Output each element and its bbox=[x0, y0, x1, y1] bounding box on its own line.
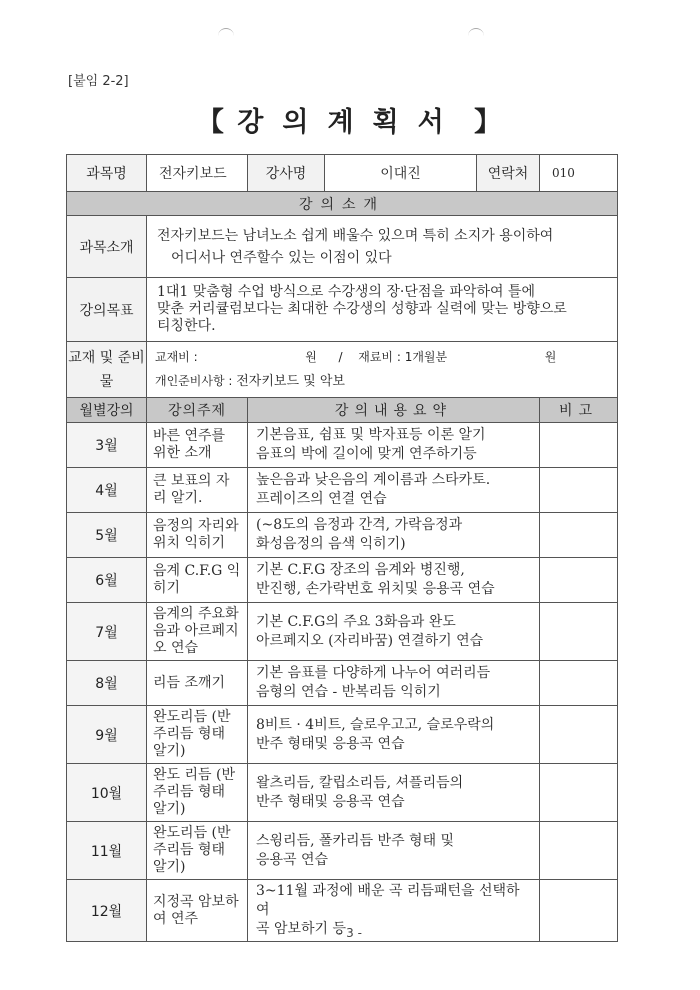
instructor-label: 강사명 bbox=[248, 155, 325, 192]
materials-row bbox=[67, 342, 618, 398]
course-intro-row bbox=[67, 216, 618, 278]
table-row bbox=[67, 706, 618, 764]
course-intro-line: 전자키보드는 남녀노소 쉽게 배울수 있으며 특히 소지가 용이하여 bbox=[157, 227, 554, 244]
summary-line: 반진행, 손가락번호 위치및 응용곡 연습 bbox=[256, 581, 495, 597]
instructor-value: 이대진 bbox=[325, 155, 477, 192]
title-text: 강의계획서 bbox=[237, 107, 463, 138]
topic-cell: 완도 리듬 (반주리듬 형태 알기) bbox=[147, 764, 248, 822]
summary-line: 화성음정의 음색 익히기) bbox=[256, 536, 406, 552]
materials-cost-line bbox=[147, 345, 617, 369]
remarks-cell bbox=[540, 423, 618, 468]
contact-value: 010 bbox=[540, 155, 618, 192]
summary-cell bbox=[248, 513, 540, 558]
summary-line: 반주 형태및 응용곡 연습 bbox=[256, 735, 405, 752]
month-cell: 8월 bbox=[67, 661, 147, 706]
course-intro-content bbox=[147, 216, 618, 278]
remarks-cell bbox=[540, 513, 618, 558]
binder-holes bbox=[0, 28, 700, 48]
remarks-cell bbox=[540, 706, 618, 764]
textbook-cost-unit: 원 bbox=[305, 350, 317, 364]
subject-label: 과목명 bbox=[67, 155, 147, 192]
topic-header: 강의주제 bbox=[147, 398, 248, 423]
personal-prep-value: 전자키보드 및 악보 bbox=[236, 374, 345, 389]
summary-line: 8비트 · 4비트, 슬로우고고, 슬로우락의 bbox=[256, 716, 495, 733]
topic-cell: 완도리듬 (반주리듬 형태 알기) bbox=[147, 822, 248, 880]
course-goal-line: 티칭한다. bbox=[157, 318, 216, 334]
subject-row bbox=[67, 155, 618, 192]
table-row bbox=[67, 558, 618, 603]
remarks-cell bbox=[540, 661, 618, 706]
summary-line: 3~11월 과정에 배운 곡 리듬패턴을 선택하여 bbox=[256, 883, 520, 918]
table-row bbox=[67, 423, 618, 468]
summary-cell bbox=[248, 468, 540, 513]
material-cost-label: 재료비 : 1개월분 bbox=[358, 350, 448, 364]
summary-line: 음형의 연습 - 반복리듬 익히기 bbox=[256, 684, 441, 700]
schedule-header-row bbox=[67, 398, 618, 423]
summary-line: 왈츠리듬, 칼립소리듬, 셔플리듬의 bbox=[256, 774, 464, 791]
month-cell: 12월 bbox=[67, 880, 147, 942]
summary-line: 반주 형태및 응용곡 연습 bbox=[256, 793, 405, 810]
topic-cell: 음계 C.F.G 익히기 bbox=[147, 558, 248, 603]
materials-label bbox=[67, 342, 147, 398]
topic-cell: 바른 연주를 위한 소개 bbox=[147, 423, 248, 468]
subject-value: 전자키보드 bbox=[147, 155, 248, 192]
table-row bbox=[67, 661, 618, 706]
month-cell: 4월 bbox=[67, 468, 147, 513]
course-goal-content bbox=[147, 278, 618, 342]
summary-line: 기본 C.F.G의 주요 3화음과 완도 bbox=[256, 613, 456, 630]
topic-cell: 음정의 자리와 위치 익히기 bbox=[147, 513, 248, 558]
remarks-cell bbox=[540, 603, 618, 661]
page-number: - 3 - bbox=[338, 926, 362, 940]
table-row bbox=[67, 513, 618, 558]
table-row bbox=[67, 764, 618, 822]
summary-cell bbox=[248, 558, 540, 603]
month-cell: 5월 bbox=[67, 513, 147, 558]
textbook-cost-label: 교재비 : bbox=[155, 350, 198, 364]
contact-label: 연락처 bbox=[477, 155, 540, 192]
summary-header: 강의내용요약 bbox=[248, 398, 540, 423]
summary-line: 곡 암보하기 등 bbox=[256, 921, 347, 937]
title-close-bracket: 】 bbox=[474, 107, 504, 138]
course-goal-line: 맞춘 커리큘럼보다는 최대한 수강생의 성향과 실력에 맞는 방향으로 bbox=[157, 301, 567, 317]
summary-cell bbox=[248, 423, 540, 468]
materials-label-text: 교재 및 준비물 bbox=[68, 349, 145, 390]
remarks-cell bbox=[540, 764, 618, 822]
month-cell: 7월 bbox=[67, 603, 147, 661]
summary-line: 프레이즈의 연결 연습 bbox=[256, 491, 387, 507]
cost-separator: / bbox=[338, 350, 343, 364]
binder-hole bbox=[218, 28, 234, 37]
personal-prep-line bbox=[147, 369, 617, 394]
summary-cell bbox=[248, 603, 540, 661]
remarks-cell bbox=[540, 468, 618, 513]
summary-cell bbox=[248, 706, 540, 764]
course-goal-label: 강의목표 bbox=[67, 278, 147, 342]
month-cell: 9월 bbox=[67, 706, 147, 764]
remarks-cell bbox=[540, 822, 618, 880]
course-goal-line: 1대1 맞춤형 수업 방식으로 수강생의 장·단점을 파악하여 틀에 bbox=[157, 284, 535, 300]
lecture-plan-table bbox=[66, 154, 618, 942]
intro-header: 강의소개 bbox=[67, 192, 618, 216]
binder-hole bbox=[468, 28, 484, 37]
personal-prep-label: 개인준비사항 : bbox=[155, 374, 233, 388]
summary-line: 음표의 박에 길이에 맞게 연주하기등 bbox=[256, 446, 477, 462]
materials-content bbox=[147, 342, 618, 398]
summary-line: 기본음표, 쉼표 및 박자표등 이론 알기 bbox=[256, 427, 486, 443]
month-cell: 6월 bbox=[67, 558, 147, 603]
summary-line: 기본 C.F.G 장조의 음계와 병진행, bbox=[256, 562, 465, 578]
title-open-bracket: 【 bbox=[196, 107, 226, 138]
summary-cell bbox=[248, 661, 540, 706]
table-row bbox=[67, 468, 618, 513]
intro-header-row bbox=[67, 192, 618, 216]
topic-cell: 큰 보표의 자리 알기. bbox=[147, 468, 248, 513]
summary-line: 아르페지오 (자리바꿈) 연결하기 연습 bbox=[256, 632, 484, 649]
summary-line: (~8도의 음정과 간격, 가락음정과 bbox=[256, 517, 463, 533]
month-header: 월별강의 bbox=[67, 398, 147, 423]
month-cell: 3월 bbox=[67, 423, 147, 468]
summary-cell bbox=[248, 822, 540, 880]
topic-cell: 리듬 조깨기 bbox=[147, 661, 248, 706]
summary-line: 응용곡 연습 bbox=[256, 851, 329, 868]
topic-cell: 지정곡 암보하여 연주 bbox=[147, 880, 248, 942]
course-goal-row bbox=[67, 278, 618, 342]
month-cell: 11월 bbox=[67, 822, 147, 880]
course-intro-line: 어디서나 연주할수 있는 이점이 있다 bbox=[171, 249, 392, 266]
remarks-cell bbox=[540, 558, 618, 603]
table-row bbox=[67, 603, 618, 661]
remarks-header: 비고 bbox=[540, 398, 618, 423]
topic-cell: 완도리듬 (반주리듬 형태 알기) bbox=[147, 706, 248, 764]
document-title bbox=[0, 100, 700, 139]
summary-cell bbox=[248, 764, 540, 822]
topic-cell: 음계의 주요화음과 아르페지오 연습 bbox=[147, 603, 248, 661]
attachment-label: [붙임 2-2] bbox=[68, 74, 129, 89]
table-row bbox=[67, 822, 618, 880]
summary-line: 높은음과 낮은음의 계이름과 스타카토. bbox=[256, 472, 491, 488]
summary-line: 기본 음표를 다양하게 나누어 여러리듬 bbox=[256, 665, 491, 681]
month-cell: 10월 bbox=[67, 764, 147, 822]
summary-line: 스윙리듬, 폴카리듬 반주 형태 및 bbox=[256, 832, 455, 849]
material-cost-unit: 원 bbox=[544, 350, 557, 364]
course-intro-label: 과목소개 bbox=[67, 216, 147, 278]
